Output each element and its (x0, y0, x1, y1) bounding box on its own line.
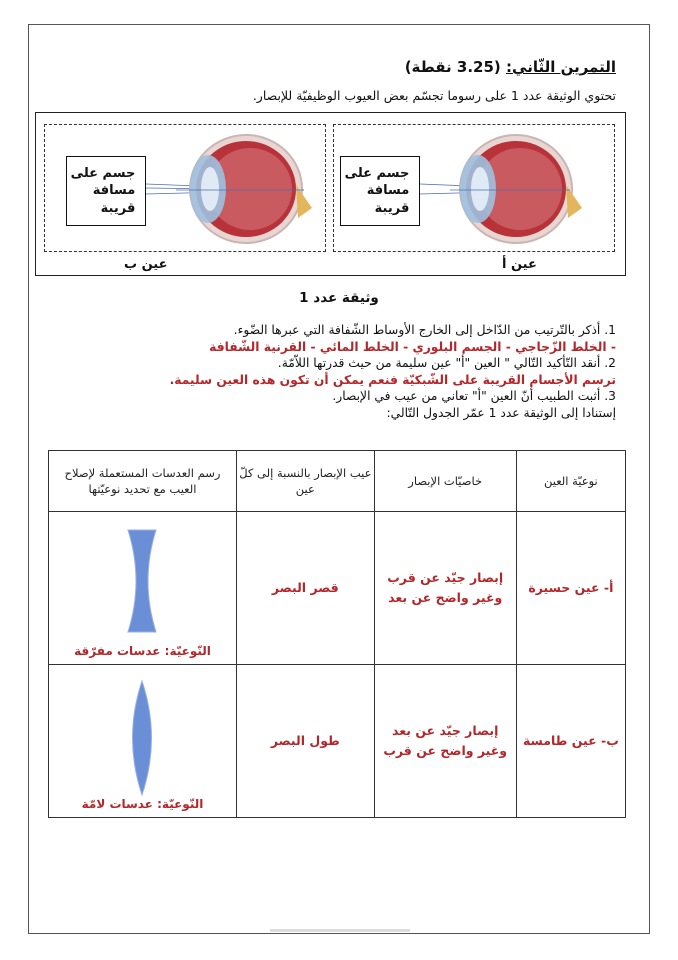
document-caption: وثيقة عدد 1 (299, 290, 379, 306)
header-eye-type: نوعيّة العين (516, 451, 625, 512)
question-1: 1. أذكر بالتّرتيب من الدّاخل إلى الخارج الأوساط الشّفافة التي عبرها الضّوء. (233, 323, 616, 337)
row-a-defect: قصر البصر (236, 512, 374, 665)
converging-lens-icon (127, 679, 157, 797)
footer-divider (270, 929, 410, 932)
object-line: مسافة (366, 183, 410, 199)
question-3: 3. أثبت الطبيب أنّ العين "أ" تعاني من عيب في الإبصار. (332, 389, 616, 403)
eye-a-diagram (420, 130, 590, 248)
table-row (49, 665, 626, 818)
object-box-eye-a (340, 156, 420, 226)
exercise-points: (3.25 نقطة) (404, 58, 501, 76)
header-lens: رسم العدسات المستعملة لإصلاح العيب مع تحديد نوعيّتها (49, 451, 237, 512)
eye-a-label: عين أ (502, 257, 537, 272)
question-3-instruction: إستنادا إلى الوثيقة عدد 1 عمّر الجدول التّالي: (386, 405, 616, 420)
row-a-vision: إبصار جيّد عن قرب وغير واضح عن بعد (374, 512, 516, 665)
exercise-title (405, 58, 616, 76)
row-b-eye-type: ب- عين طامسة (516, 665, 625, 818)
eye-b-diagram (146, 130, 316, 248)
object-line: مسافة (92, 183, 136, 199)
row-b-defect: طول البصر (236, 665, 374, 818)
eye-b-label: عين ب (124, 257, 168, 272)
object-line: جسم على (70, 165, 136, 181)
row-a-eye-type: أ- عين حسيرة (516, 512, 625, 665)
row-b-vision: إبصار جيّد عن بعد وغير واضح عن قرب (374, 665, 516, 818)
table-header-row (49, 451, 626, 512)
object-line: قريبة (100, 200, 136, 216)
vision-table (48, 450, 626, 818)
row-a-lens-cell (49, 512, 237, 665)
answer-1: - الخلط الزّجاجي - الجسم البلوري - الخلط المائي - القرنية الشّفافة (209, 339, 616, 354)
questions-block (56, 322, 616, 421)
diverging-lens-icon (122, 528, 162, 634)
header-defect: عيب الإبصار بالنسبة إلى كلّ عين (236, 451, 374, 512)
header-vision: خاصيّات الإبصار (374, 451, 516, 512)
object-line: قريبة (374, 200, 410, 216)
row-a-lens-type: النّوعيّة: عدسات مفرّقة (74, 644, 211, 658)
object-line: جسم على (344, 165, 410, 181)
row-b-lens-type: النّوعيّة: عدسات لامّة (81, 797, 204, 811)
row-b-lens-cell (49, 665, 237, 818)
exercise-intro: تحتوي الوثيقة عدد 1 على رسوما تجسّم بعض العيوب الوظيفيّة للإبصار. (252, 88, 616, 103)
table-row (49, 512, 626, 665)
answer-2: ترسم الأجسام القريبة على الشّبكيّة فنعم يمكن أن تكون هذه العين سليمة. (169, 372, 616, 387)
object-box-eye-b (66, 156, 146, 226)
exercise-title-label: التمرين الثّاني: (506, 58, 616, 76)
question-2: 2. أنقد التّأكيد التّالي " العين "أ" عين سليمة من حيث قدرتها اللاّمّة. (277, 356, 616, 370)
